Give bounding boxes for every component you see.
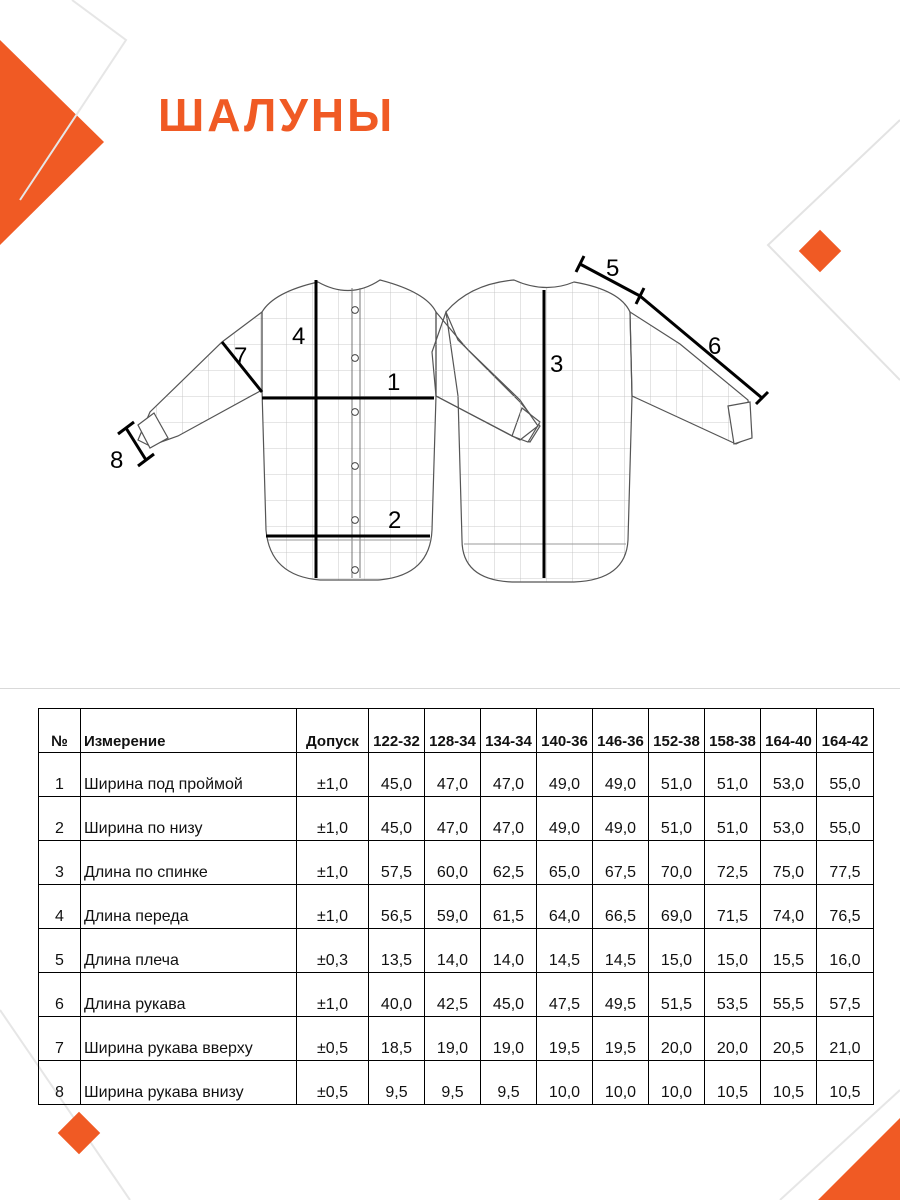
size-value-cell: 56,5 bbox=[369, 885, 425, 929]
header-no: № bbox=[39, 709, 81, 753]
label-3: 3 bbox=[550, 351, 564, 378]
size-value-cell: 77,5 bbox=[817, 841, 874, 885]
size-value-cell: 55,0 bbox=[817, 753, 874, 797]
measurement-lines bbox=[126, 264, 762, 578]
orange-triangle-bottom-right bbox=[818, 1118, 900, 1200]
size-value-cell: 19,5 bbox=[593, 1017, 649, 1061]
size-value-cell: 14,0 bbox=[425, 929, 481, 973]
measurement-name: Длина плеча bbox=[81, 929, 297, 973]
header-size: 164-40 bbox=[761, 709, 817, 753]
table-row bbox=[39, 885, 874, 929]
size-value-cell: 55,5 bbox=[761, 973, 817, 1017]
row-number: 4 bbox=[39, 885, 81, 929]
size-value-cell: 49,0 bbox=[537, 753, 593, 797]
table-row bbox=[39, 841, 874, 885]
label-4: 4 bbox=[292, 323, 306, 350]
size-value-cell: 51,5 bbox=[649, 973, 705, 1017]
row-number: 8 bbox=[39, 1061, 81, 1105]
size-value-cell: 18,5 bbox=[369, 1017, 425, 1061]
size-value-cell: 20,0 bbox=[705, 1017, 761, 1061]
size-value-cell: 19,0 bbox=[425, 1017, 481, 1061]
tolerance-cell: ±1,0 bbox=[297, 885, 369, 929]
tolerance-cell: ±1,0 bbox=[297, 797, 369, 841]
header-size: 122-32 bbox=[369, 709, 425, 753]
size-value-cell: 70,0 bbox=[649, 841, 705, 885]
size-value-cell: 10,0 bbox=[593, 1061, 649, 1105]
size-value-cell: 67,5 bbox=[593, 841, 649, 885]
header-size: 158-38 bbox=[705, 709, 761, 753]
size-value-cell: 45,0 bbox=[369, 753, 425, 797]
size-value-cell: 55,0 bbox=[817, 797, 874, 841]
size-value-cell: 53,0 bbox=[761, 797, 817, 841]
size-value-cell: 57,5 bbox=[369, 841, 425, 885]
size-value-cell: 53,0 bbox=[761, 753, 817, 797]
size-value-cell: 62,5 bbox=[481, 841, 537, 885]
row-number: 5 bbox=[39, 929, 81, 973]
measurement-name: Длина по спинке bbox=[81, 841, 297, 885]
size-value-cell: 74,0 bbox=[761, 885, 817, 929]
size-value-cell: 49,0 bbox=[593, 753, 649, 797]
measurement-name: Ширина рукава внизу bbox=[81, 1061, 297, 1105]
size-value-cell: 15,0 bbox=[649, 929, 705, 973]
size-value-cell: 9,5 bbox=[425, 1061, 481, 1105]
label-5: 5 bbox=[606, 255, 620, 282]
table-row bbox=[39, 1017, 874, 1061]
tolerance-cell: ±0,5 bbox=[297, 1061, 369, 1105]
tolerance-cell: ±0,3 bbox=[297, 929, 369, 973]
size-value-cell: 20,0 bbox=[649, 1017, 705, 1061]
measurement-name: Длина рукава bbox=[81, 973, 297, 1017]
size-value-cell: 60,0 bbox=[425, 841, 481, 885]
size-value-cell: 10,0 bbox=[537, 1061, 593, 1105]
size-value-cell: 65,0 bbox=[537, 841, 593, 885]
header-size: 140-36 bbox=[537, 709, 593, 753]
size-value-cell: 9,5 bbox=[369, 1061, 425, 1105]
size-value-cell: 15,0 bbox=[705, 929, 761, 973]
size-value-cell: 40,0 bbox=[369, 973, 425, 1017]
size-value-cell: 19,5 bbox=[537, 1017, 593, 1061]
header-size: 146-36 bbox=[593, 709, 649, 753]
table-row bbox=[39, 753, 874, 797]
label-1: 1 bbox=[387, 369, 401, 396]
size-value-cell: 66,5 bbox=[593, 885, 649, 929]
size-value-cell: 10,5 bbox=[705, 1061, 761, 1105]
size-value-cell: 47,0 bbox=[481, 753, 537, 797]
size-value-cell: 72,5 bbox=[705, 841, 761, 885]
table-body bbox=[39, 753, 874, 1105]
size-value-cell: 64,0 bbox=[537, 885, 593, 929]
size-value-cell: 47,5 bbox=[537, 973, 593, 1017]
size-value-cell: 9,5 bbox=[481, 1061, 537, 1105]
size-value-cell: 53,5 bbox=[705, 973, 761, 1017]
tolerance-cell: ±1,0 bbox=[297, 753, 369, 797]
tolerance-cell: ±1,0 bbox=[297, 973, 369, 1017]
size-value-cell: 15,5 bbox=[761, 929, 817, 973]
header-size: 152-38 bbox=[649, 709, 705, 753]
size-value-cell: 57,5 bbox=[817, 973, 874, 1017]
label-8: 8 bbox=[110, 447, 124, 474]
table-row bbox=[39, 929, 874, 973]
size-value-cell: 14,5 bbox=[537, 929, 593, 973]
tolerance-cell: ±0,5 bbox=[297, 1017, 369, 1061]
size-value-cell: 69,0 bbox=[649, 885, 705, 929]
size-value-cell: 75,0 bbox=[761, 841, 817, 885]
label-2: 2 bbox=[388, 507, 402, 534]
row-number: 3 bbox=[39, 841, 81, 885]
measurement-name: Ширина по низу bbox=[81, 797, 297, 841]
size-value-cell: 51,0 bbox=[705, 753, 761, 797]
size-value-cell: 45,0 bbox=[369, 797, 425, 841]
row-number: 6 bbox=[39, 973, 81, 1017]
size-value-cell: 47,0 bbox=[481, 797, 537, 841]
header-measure: Измерение bbox=[81, 709, 297, 753]
size-table bbox=[38, 708, 874, 1105]
back-view bbox=[420, 280, 752, 582]
header-size: 134-34 bbox=[481, 709, 537, 753]
size-value-cell: 49,5 bbox=[593, 973, 649, 1017]
size-value-cell: 45,0 bbox=[481, 973, 537, 1017]
size-value-cell: 14,0 bbox=[481, 929, 537, 973]
measurement-name: Длина переда bbox=[81, 885, 297, 929]
tolerance-cell: ±1,0 bbox=[297, 841, 369, 885]
size-value-cell: 19,0 bbox=[481, 1017, 537, 1061]
size-value-cell: 49,0 bbox=[593, 797, 649, 841]
size-value-cell: 10,5 bbox=[817, 1061, 874, 1105]
header-tolerance: Допуск bbox=[297, 709, 369, 753]
size-value-cell: 20,5 bbox=[761, 1017, 817, 1061]
size-value-cell: 47,0 bbox=[425, 797, 481, 841]
size-value-cell: 10,5 bbox=[761, 1061, 817, 1105]
header-size: 164-42 bbox=[817, 709, 874, 753]
label-7: 7 bbox=[234, 343, 248, 370]
separator-line bbox=[0, 688, 900, 689]
size-value-cell: 14,5 bbox=[593, 929, 649, 973]
size-value-cell: 47,0 bbox=[425, 753, 481, 797]
size-value-cell: 13,5 bbox=[369, 929, 425, 973]
orange-triangle-left bbox=[0, 40, 104, 245]
size-value-cell: 49,0 bbox=[537, 797, 593, 841]
garment-diagram bbox=[0, 240, 900, 600]
row-number: 2 bbox=[39, 797, 81, 841]
brand-logo: ШАЛУНЫ bbox=[158, 89, 396, 141]
table-row bbox=[39, 1061, 874, 1105]
table-row bbox=[39, 797, 874, 841]
size-value-cell: 59,0 bbox=[425, 885, 481, 929]
size-value-cell: 51,0 bbox=[705, 797, 761, 841]
size-value-cell: 42,5 bbox=[425, 973, 481, 1017]
size-value-cell: 76,5 bbox=[817, 885, 874, 929]
size-value-cell: 61,5 bbox=[481, 885, 537, 929]
table-row bbox=[39, 973, 874, 1017]
label-6: 6 bbox=[708, 333, 722, 360]
measurement-name: Ширина рукава вверху bbox=[81, 1017, 297, 1061]
size-value-cell: 71,5 bbox=[705, 885, 761, 929]
row-number: 1 bbox=[39, 753, 81, 797]
size-value-cell: 51,0 bbox=[649, 797, 705, 841]
header-size: 128-34 bbox=[425, 709, 481, 753]
size-value-cell: 16,0 bbox=[817, 929, 874, 973]
size-value-cell: 10,0 bbox=[649, 1061, 705, 1105]
size-value-cell: 21,0 bbox=[817, 1017, 874, 1061]
measurement-name: Ширина под проймой bbox=[81, 753, 297, 797]
row-number: 7 bbox=[39, 1017, 81, 1061]
table-header-row bbox=[39, 709, 874, 753]
size-value-cell: 51,0 bbox=[649, 753, 705, 797]
